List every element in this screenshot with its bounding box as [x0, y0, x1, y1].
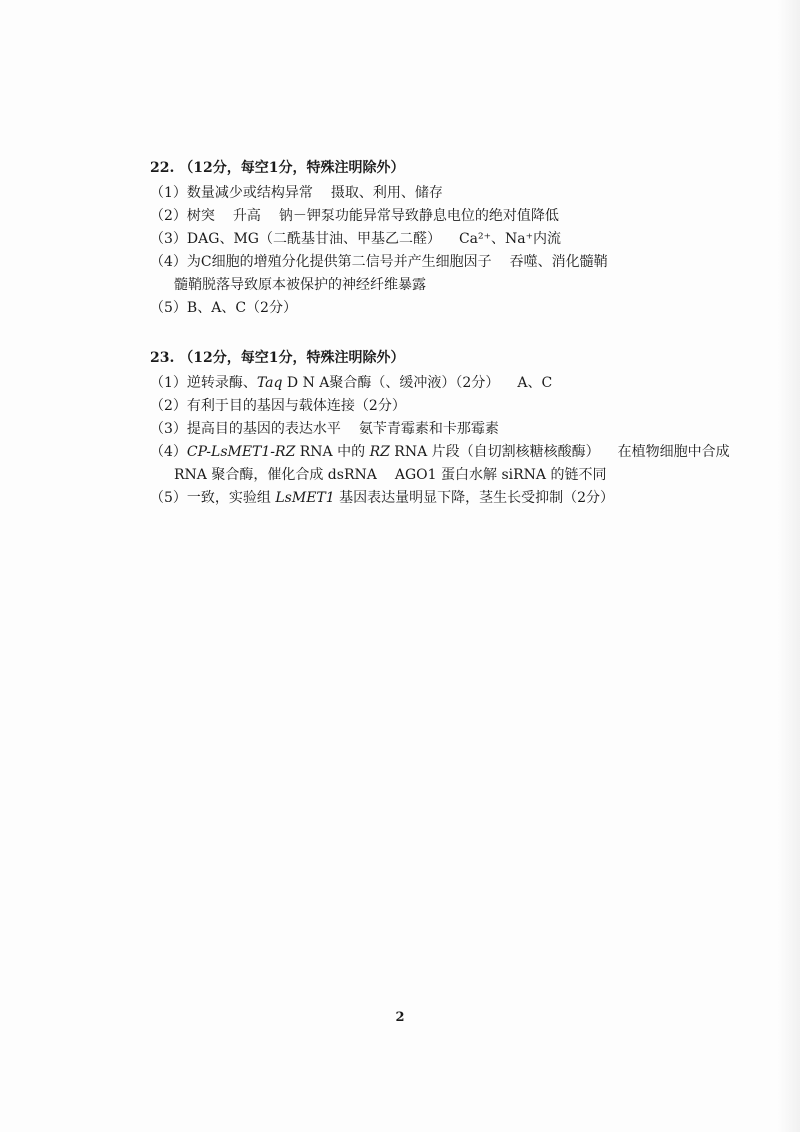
q23-4-a-mid: RNA 中的	[295, 444, 370, 460]
q22-answer-4	[150, 252, 750, 272]
q22-3-label: （3）	[150, 231, 187, 247]
question-23-answers	[150, 348, 750, 511]
q23-1-taq: Taq	[256, 375, 283, 391]
q23-3-a: 提高目的基因的表达水平	[186, 421, 341, 437]
q22-4-label: （4）	[150, 254, 187, 270]
q23-4-cont-b: AGO1 蛋白水解 siRNA 的链不同	[394, 467, 607, 483]
q23-2-a: 有利于目的基因与载体连接（2分）	[186, 398, 406, 414]
q22-4-a: 为C细胞的增殖分化提供第二信号并产生细胞因子	[186, 254, 492, 270]
q23-answer-4	[150, 442, 750, 462]
q23-answer-2	[150, 396, 750, 416]
q22-5-a: B、A、C（2分）	[186, 300, 297, 316]
q23-4-b: 在植物细胞中合成	[617, 444, 730, 460]
q22-1-a: 数量减少或结构异常	[186, 185, 313, 201]
q23-4-rz: RZ	[369, 444, 390, 460]
q23-5-gene: LsMET1	[275, 490, 335, 506]
q23-3-label: （3）	[150, 421, 187, 437]
q22-5-label: （5）	[150, 300, 187, 316]
q23-3-b: 氨苄青霉素和卡那霉素	[358, 421, 499, 437]
q22-3-b: Ca²⁺、Na⁺内流	[458, 231, 562, 247]
q22-1-label: （1）	[150, 185, 187, 201]
q22-2-b: 升高	[232, 208, 261, 224]
q22-answer-4-continuation: 髓鞘脱落导致原本被保护的神经纤维暴露	[174, 277, 426, 293]
q23-4-cont-a: RNA 聚合酶，催化合成 dsRNA	[174, 467, 377, 483]
q23-answer-5	[150, 488, 750, 508]
q22-2-c: 钠－钾泵功能异常导致静息电位的绝对值降低	[278, 208, 559, 224]
page-number: 2	[395, 1010, 405, 1025]
q23-2-label: （2）	[150, 398, 187, 414]
q22-answer-2	[150, 206, 750, 226]
q22-answer-1	[150, 183, 750, 203]
q23-answer-1	[150, 373, 750, 393]
q23-1-b: A、C	[517, 375, 553, 391]
q22-3-a: DAG、MG（二酰基甘油、甲基乙二醛）	[186, 231, 441, 247]
q22-2-label: （2）	[150, 208, 187, 224]
question-22-answers	[150, 158, 750, 321]
q23-answer-4-continuation	[150, 465, 750, 485]
q23-5-a-post: 基因表达量明显下降，茎生长受抑制（2分）	[334, 490, 615, 506]
q22-answer-5	[150, 298, 750, 318]
question-22-header: 22. （12分，每空1分，特殊注明除外）	[150, 160, 405, 176]
q23-answer-3	[150, 419, 750, 439]
q23-5-a-pre: 一致，实验组	[186, 490, 276, 506]
q23-4-construct: CP-LsMET1-RZ	[186, 444, 296, 460]
q22-answer-3	[150, 229, 750, 249]
question-23-header: 23. （12分，每空1分，特殊注明除外）	[150, 350, 405, 366]
q23-1-label: （1）	[150, 375, 187, 391]
q22-1-b: 摄取、利用、储存	[330, 185, 443, 201]
q23-4-a-post: RNA 片段（自切割核糖核酸酶）	[389, 444, 600, 460]
q23-5-label: （5）	[150, 490, 187, 506]
q22-2-a: 树突	[186, 208, 215, 224]
q22-4-b: 吞噬、消化髓鞘	[509, 254, 608, 270]
scan-edge-shadow	[778, 0, 800, 1132]
q23-4-label: （4）	[150, 444, 187, 460]
q23-1-a-post: D N A聚合酶（、缓冲液）（2分）	[282, 375, 500, 391]
q23-1-a-pre: 逆转录酶、	[186, 375, 257, 391]
